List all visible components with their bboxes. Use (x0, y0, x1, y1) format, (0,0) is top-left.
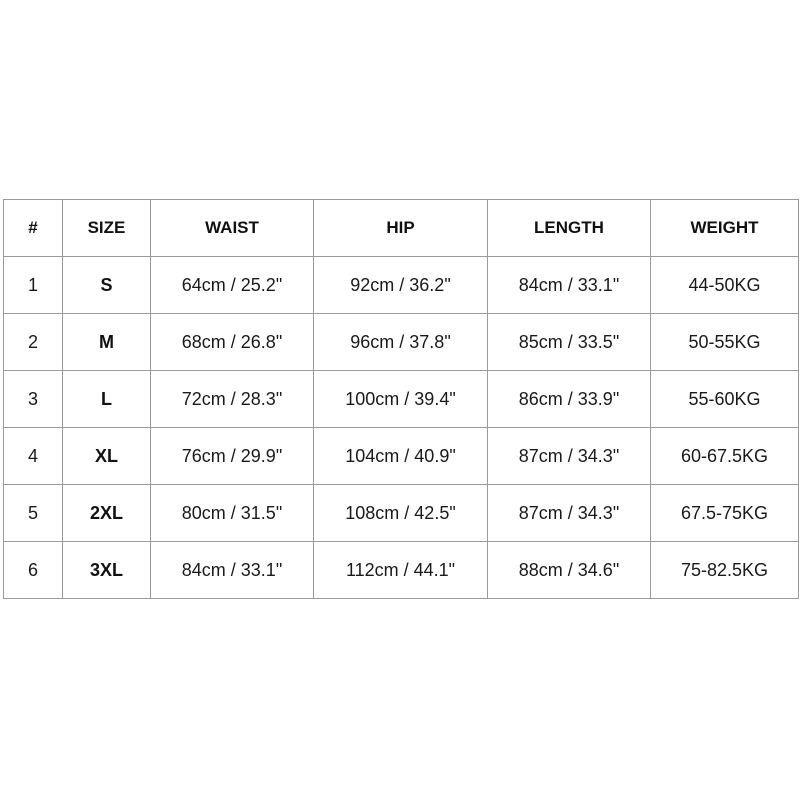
table-row (4, 257, 799, 314)
cell-number: 2 (4, 314, 63, 371)
cell-weight: 67.5-75KG (651, 485, 799, 542)
cell-weight: 60-67.5KG (651, 428, 799, 485)
cell-size: XL (63, 428, 151, 485)
cell-length: 84cm / 33.1" (488, 257, 651, 314)
cell-hip: 108cm / 42.5" (314, 485, 488, 542)
cell-hip: 92cm / 36.2" (314, 257, 488, 314)
cell-number: 3 (4, 371, 63, 428)
cell-waist: 80cm / 31.5" (151, 485, 314, 542)
cell-weight: 44-50KG (651, 257, 799, 314)
header-number: # (4, 200, 63, 257)
cell-waist: 64cm / 25.2" (151, 257, 314, 314)
cell-size: 3XL (63, 542, 151, 599)
header-length: LENGTH (488, 200, 651, 257)
cell-size: S (63, 257, 151, 314)
table-header-row (4, 200, 799, 257)
table-row (4, 542, 799, 599)
header-weight: WEIGHT (651, 200, 799, 257)
table-row (4, 314, 799, 371)
cell-hip: 100cm / 39.4" (314, 371, 488, 428)
cell-length: 87cm / 34.3" (488, 428, 651, 485)
cell-waist: 68cm / 26.8" (151, 314, 314, 371)
cell-size: M (63, 314, 151, 371)
cell-hip: 112cm / 44.1" (314, 542, 488, 599)
header-hip: HIP (314, 200, 488, 257)
cell-number: 6 (4, 542, 63, 599)
cell-weight: 55-60KG (651, 371, 799, 428)
cell-waist: 76cm / 29.9" (151, 428, 314, 485)
table-row (4, 371, 799, 428)
cell-weight: 50-55KG (651, 314, 799, 371)
cell-length: 87cm / 34.3" (488, 485, 651, 542)
cell-hip: 104cm / 40.9" (314, 428, 488, 485)
cell-waist: 84cm / 33.1" (151, 542, 314, 599)
cell-size: L (63, 371, 151, 428)
size-chart-table (3, 199, 799, 599)
cell-waist: 72cm / 28.3" (151, 371, 314, 428)
cell-number: 5 (4, 485, 63, 542)
header-size: SIZE (63, 200, 151, 257)
cell-size: 2XL (63, 485, 151, 542)
cell-length: 88cm / 34.6" (488, 542, 651, 599)
header-waist: WAIST (151, 200, 314, 257)
table-row (4, 485, 799, 542)
table-row (4, 428, 799, 485)
cell-number: 1 (4, 257, 63, 314)
cell-length: 85cm / 33.5" (488, 314, 651, 371)
cell-hip: 96cm / 37.8" (314, 314, 488, 371)
cell-length: 86cm / 33.9" (488, 371, 651, 428)
cell-number: 4 (4, 428, 63, 485)
cell-weight: 75-82.5KG (651, 542, 799, 599)
